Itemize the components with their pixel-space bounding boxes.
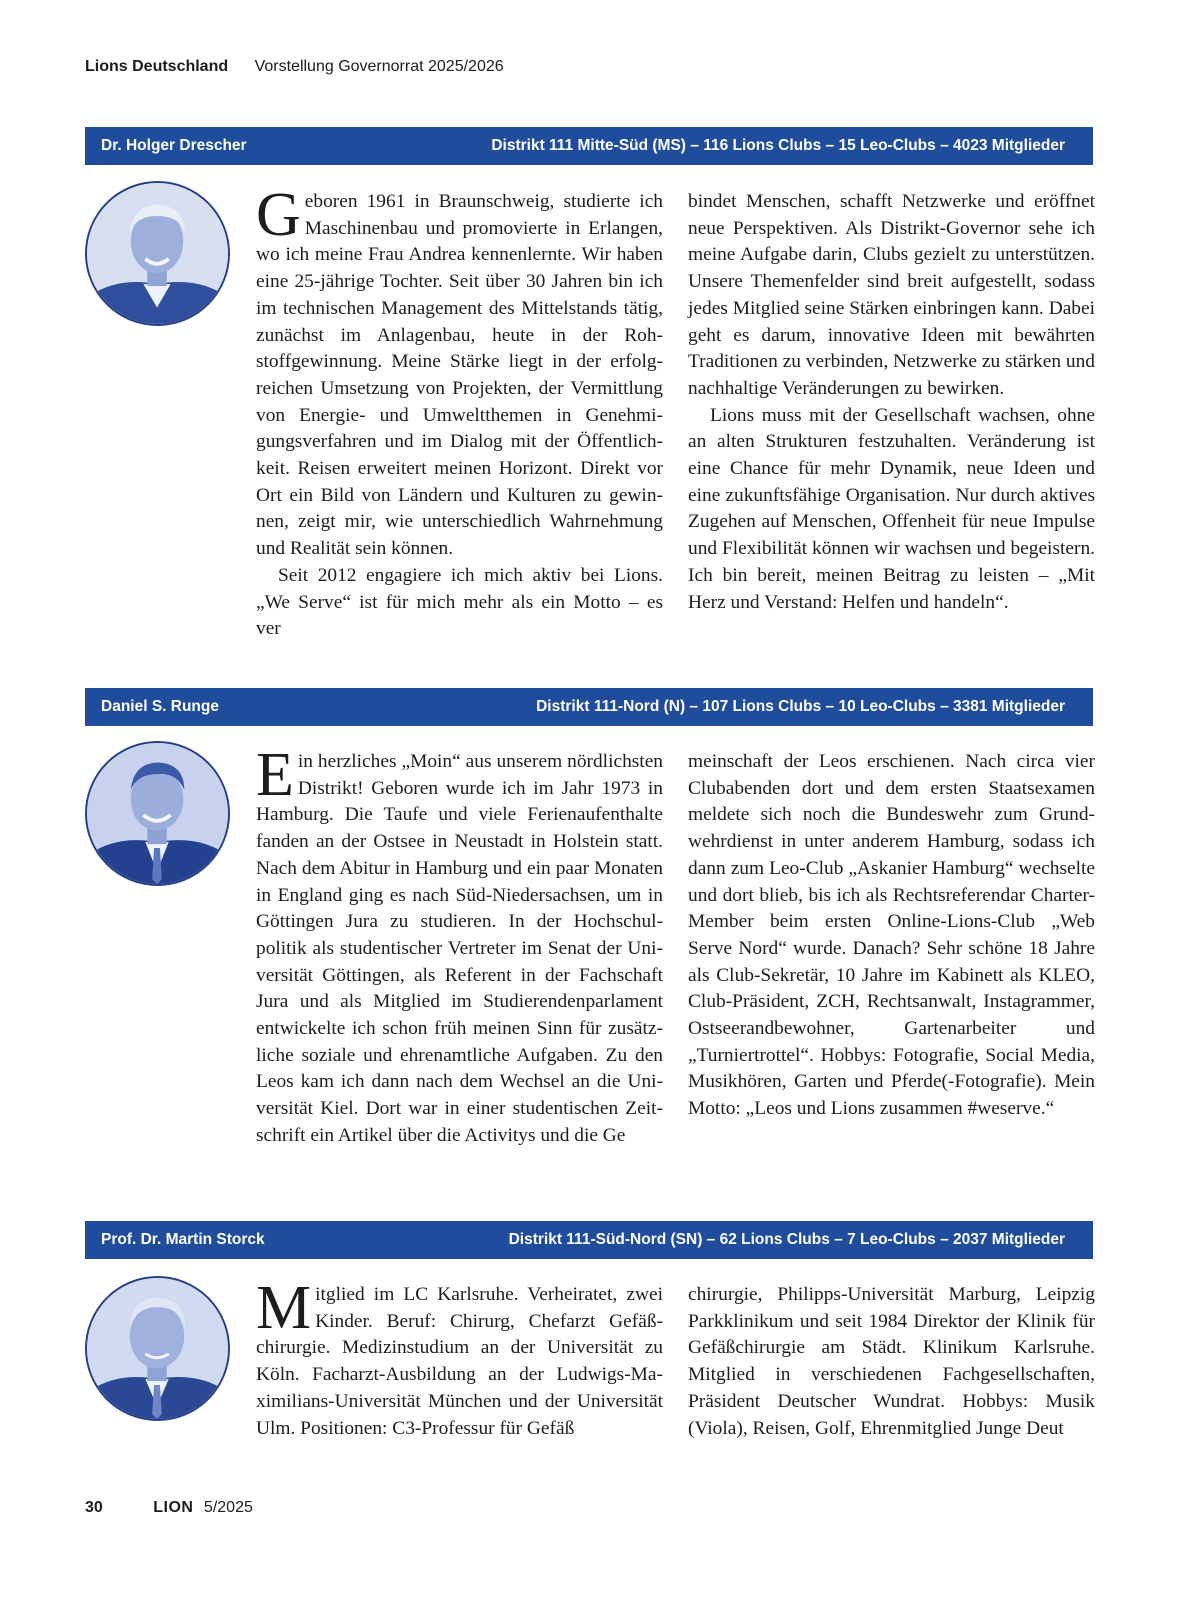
- district-info: Distrikt 111-Nord (N) – 107 Lions Clubs – 10 Leo-Clubs – 3381 Mitglieder: [536, 698, 1065, 715]
- profile-text-right: [688, 189, 1095, 616]
- paragraph: in herzliches „Moin“ aus unserem nördlichsten Distrikt! Geboren wurde ich im Jahr 1973 in Hamburg. Die Taufe und viele Ferienaufenthalte fanden an der Ostsee in Neustadt in Holstein statt. Nach dem Abitur in Hamburg und ein paar Monaten in England ging es nach Süd-Niedersachsen, um in Göttingen Jura zu studieren. In der Hochschulpolitik als studentischer Vertreter im Senat der Universität Göttingen, als Referent in der Fachschaft Jura und als Mitglied im Studierendenparlament entwickelte ich schon früh meinen Sinn für zusätzliche soziale und ehrenamtliche Aufgaben. Zu den Leos kam ich dann nach dem Wechsel an die Universität Kiel. Dort war in einer studentischen Zeitschrift ein Artikel über die Activitys und die Ge: [256, 751, 663, 1146]
- publication-name: Lions Deutschland: [85, 58, 229, 75]
- district-info: Distrikt 111-Süd-Nord (SN) – 62 Lions Clubs – 7 Leo-Clubs – 2037 Mitglieder: [508, 1231, 1065, 1248]
- profile-text-left: [256, 741, 663, 1150]
- profile-name: Prof. Dr. Martin Storck: [101, 1231, 265, 1248]
- drop-cap: G: [256, 181, 301, 249]
- page-number: 30: [85, 1499, 103, 1516]
- portrait-photo: [85, 1276, 230, 1421]
- paragraph: Seit 2012 engagiere ich mich aktiv bei Lions. „We Serve“ ist für mich mehr als ein Motto – es ver: [256, 564, 663, 640]
- paragraph: Lions muss mit der Gesellschaft wachsen, ohne an alten Strukturen festzuhalten. Veränderung ist eine Chance für mehr Dynamik, neue Ideen und eine zukunftsfähige Organisation. Nur durch aktives Zugehen auf Menschen, Offenheit für neue Impulse und Flexibilität können wir wachsen und begeistern. Ich bin bereit, meinen Beitrag zu leisten – „Mit Herz und Verstand: Helfen und handeln“.: [688, 404, 1095, 613]
- portrait-photo: [85, 741, 230, 886]
- portrait-photo: [85, 181, 230, 326]
- page-footer: [85, 1499, 253, 1517]
- issue-number: 5/2025: [203, 1499, 253, 1516]
- district-info: Distrikt 111 Mitte-Süd (MS) – 116 Lions Clubs – 15 Leo-Clubs – 4023 Mitglieder: [491, 137, 1065, 154]
- paragraph: itglied im LC Karlsruhe. Verheiratet, zwei Kinder. Beruf: Chirurg, Chefarzt Gefäßchirurgie. Medizinstudium an der Universität zu Köln. Facharzt-Ausbildung an der Ludwigs-Maximilians-Universität München und der Universität Ulm. Positionen: C3-Professur für Gefäß: [256, 1284, 663, 1439]
- drop-cap: M: [256, 1274, 312, 1342]
- profile-text-right: [688, 1282, 1095, 1442]
- magazine-name: LION: [153, 1499, 194, 1516]
- running-header: [85, 58, 504, 76]
- paragraph: meinschaft der Leos erschienen. Nach circa vier Clubabenden dort und dem ersten Staatsexamen meldete sich noch die Bundeswehr zum Grundwehrdienst in unter anderem Hamburg, sodass ich dann zum Leo-Club „Askanier Hamburg“ wechselte und dort blieb, bis ich als Rechtsreferendar Charter-Member beim ersten Online-Lions-Club „Web Serve Nord“ wurde. Danach? Sehr schöne 18 Jahre als Club-Sekretär, 10 Jahre im Kabinett als KLEO, Club-Präsident, ZCH, Rechtsanwalt, Instagrammer, Ostseerandbewohner, Gartenarbeiter und „Turniertrottel“. Hobbys: Fotografie, Social Media, Musikhören, Garten und Pferde(-Fotografie). Mein Motto: „Leos und Lions zusammen #weserve.“: [688, 751, 1095, 1120]
- profile-text-right: [688, 749, 1095, 1123]
- paragraph: chirurgie, Philipps-Universität Marburg, Leipzig Parkklinikum und seit 1984 Direktor der Klinik für Gefäßchirurgie am Städt. Klinikum Karlsruhe. Mitglied in verschiedenen Fachgesellschaften, Präsident Deutscher Wundrat. Hobbys: Musik (Viola), Reisen, Golf, Ehrenmitglied Junge Deut: [688, 1284, 1095, 1439]
- drop-cap: E: [256, 741, 294, 809]
- profile-name: Daniel S. Runge: [101, 698, 219, 715]
- section-title: Vorstellung Governorrat 2025/2026: [254, 58, 504, 75]
- profile-header-bar: [85, 1221, 1093, 1259]
- profile-name: Dr. Holger Drescher: [101, 137, 247, 154]
- profile-header-bar: [85, 688, 1093, 726]
- profile-header-bar: [85, 127, 1093, 165]
- profile-text-left: [256, 1274, 663, 1442]
- profile-text-left: [256, 181, 663, 643]
- paragraph: eboren 1961 in Braunschweig, studierte ich Maschinenbau und promovierte in Erlangen, wo ich meine Frau Andrea kennenlernte. Wir haben eine 25-jährige Tochter. Seit über 30 Jahren bin ich im technischen Management des Mittelstands tätig, zunächst im Anlagenbau, heute in der Rohstoffgewinnung. Meine Stärke liegt in der erfolgreichen Umsetzung von Projekten, der Vermittlung von Energie- und Umweltthemen in Genehmigungsverfahren und im Dialog mit der Öffentlichkeit. Reisen erweitert meinen Horizont. Direkt vor Ort ein Bild von Ländern und Kulturen zu gewinnen, zeigt mir, wie unterschiedlich Wahrnehmung und Realität sein können.: [256, 191, 663, 560]
- paragraph: bindet Menschen, schafft Netzwerke und eröffnet neue Perspektiven. Als Distrikt-Governor sehe ich meine Aufgabe darin, Clubs gezielt zu unterstützen. Unsere Themenfelder sind breit aufgestellt, sodass jedes Mitglied seine Stärken einbringen kann. Dabei geht es darum, innovative Ideen mit bewährten Traditionen zu verbinden, Netzwerke zu stärken und nachhaltige Veränderungen zu bewirken.: [688, 191, 1095, 399]
